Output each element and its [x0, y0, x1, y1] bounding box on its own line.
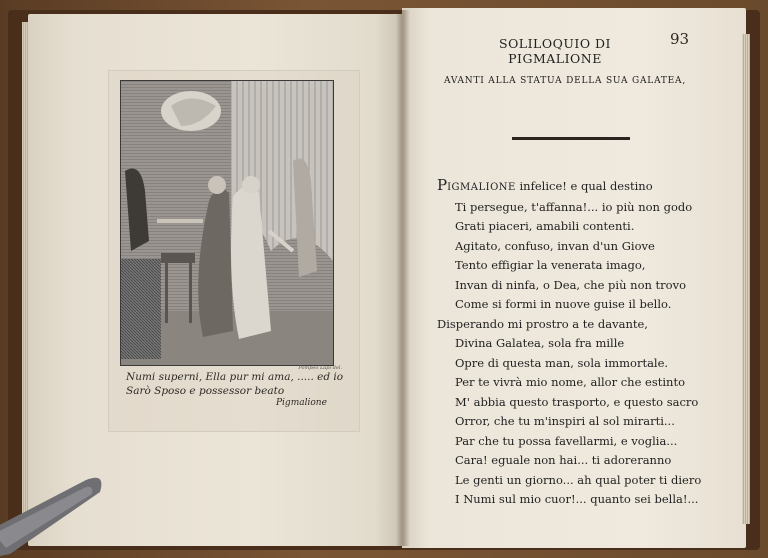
poem-line: Grati piaceri, amabili contenti.	[455, 219, 635, 233]
poem-line: M' abbia questo trasporto, e questo sacro	[455, 394, 699, 409]
section-subtitle: AVANTI ALLA STATUA DELLA SUA GALATEA,	[443, 76, 687, 86]
caption-signature: Pigmalione	[276, 398, 327, 408]
engraving-illustration	[120, 80, 334, 366]
poem-line: Ti persegue, t'affanna!... io più non godo	[455, 199, 693, 214]
poem-text	[437, 176, 737, 510]
decorative-rule	[512, 137, 630, 140]
artist-credit: Pompeo Lapi del.	[298, 365, 342, 371]
right-page-edges	[742, 34, 750, 524]
poem-initial: P	[437, 176, 448, 194]
running-head: SOLILOQUIO DI PIGMALIONE	[499, 36, 611, 66]
poem-first-line	[437, 176, 737, 198]
poem-line: Tento effigiar la venerata imago,	[455, 258, 646, 272]
hand-holding-page	[0, 468, 120, 558]
engraving-image	[121, 81, 333, 365]
poem-line: Invan di ninfa, o Dea, che più non trovo	[455, 277, 687, 292]
poem-first-line-rest: infelice! e qual destino	[515, 179, 653, 193]
poem-line: Agitato, confuso, invan d'un Giove	[455, 238, 655, 253]
poem-line: I Numi sul mio cuor!... quanto sei bella!...	[455, 492, 699, 506]
poem-line: Le genti un giorno... ah qual poter ti diero	[455, 472, 702, 487]
poem-line: Per te vivrà mio nome, allor che estinto	[455, 375, 686, 389]
poem-line: Orror, che tu m'inspiri al sol mirarti...	[455, 414, 675, 428]
caption-line: Sarò Sposo e possessor beato	[126, 385, 285, 397]
poem-line: Disperando mi prostro a te davante,	[437, 316, 648, 331]
poem-line: Cara! eguale non hai... ti adoreranno	[455, 453, 672, 467]
caption-line: Numi superni, Ella pur mi ama, ..... ed io	[126, 371, 344, 383]
poem-first-word: IGMALIONE	[447, 182, 516, 193]
poem-line: Divina Galatea, sola fra mille	[455, 336, 625, 350]
page-number: 93	[670, 30, 690, 48]
poem-line: Opre di questa man, sola immortale.	[455, 355, 669, 370]
illustration-caption	[126, 370, 356, 398]
book-gutter	[396, 10, 410, 546]
poem-line: Come si formi in nuove guise il bello.	[455, 297, 672, 311]
poem-line: Par che tu possa favellarmi, e voglia...	[455, 433, 678, 448]
